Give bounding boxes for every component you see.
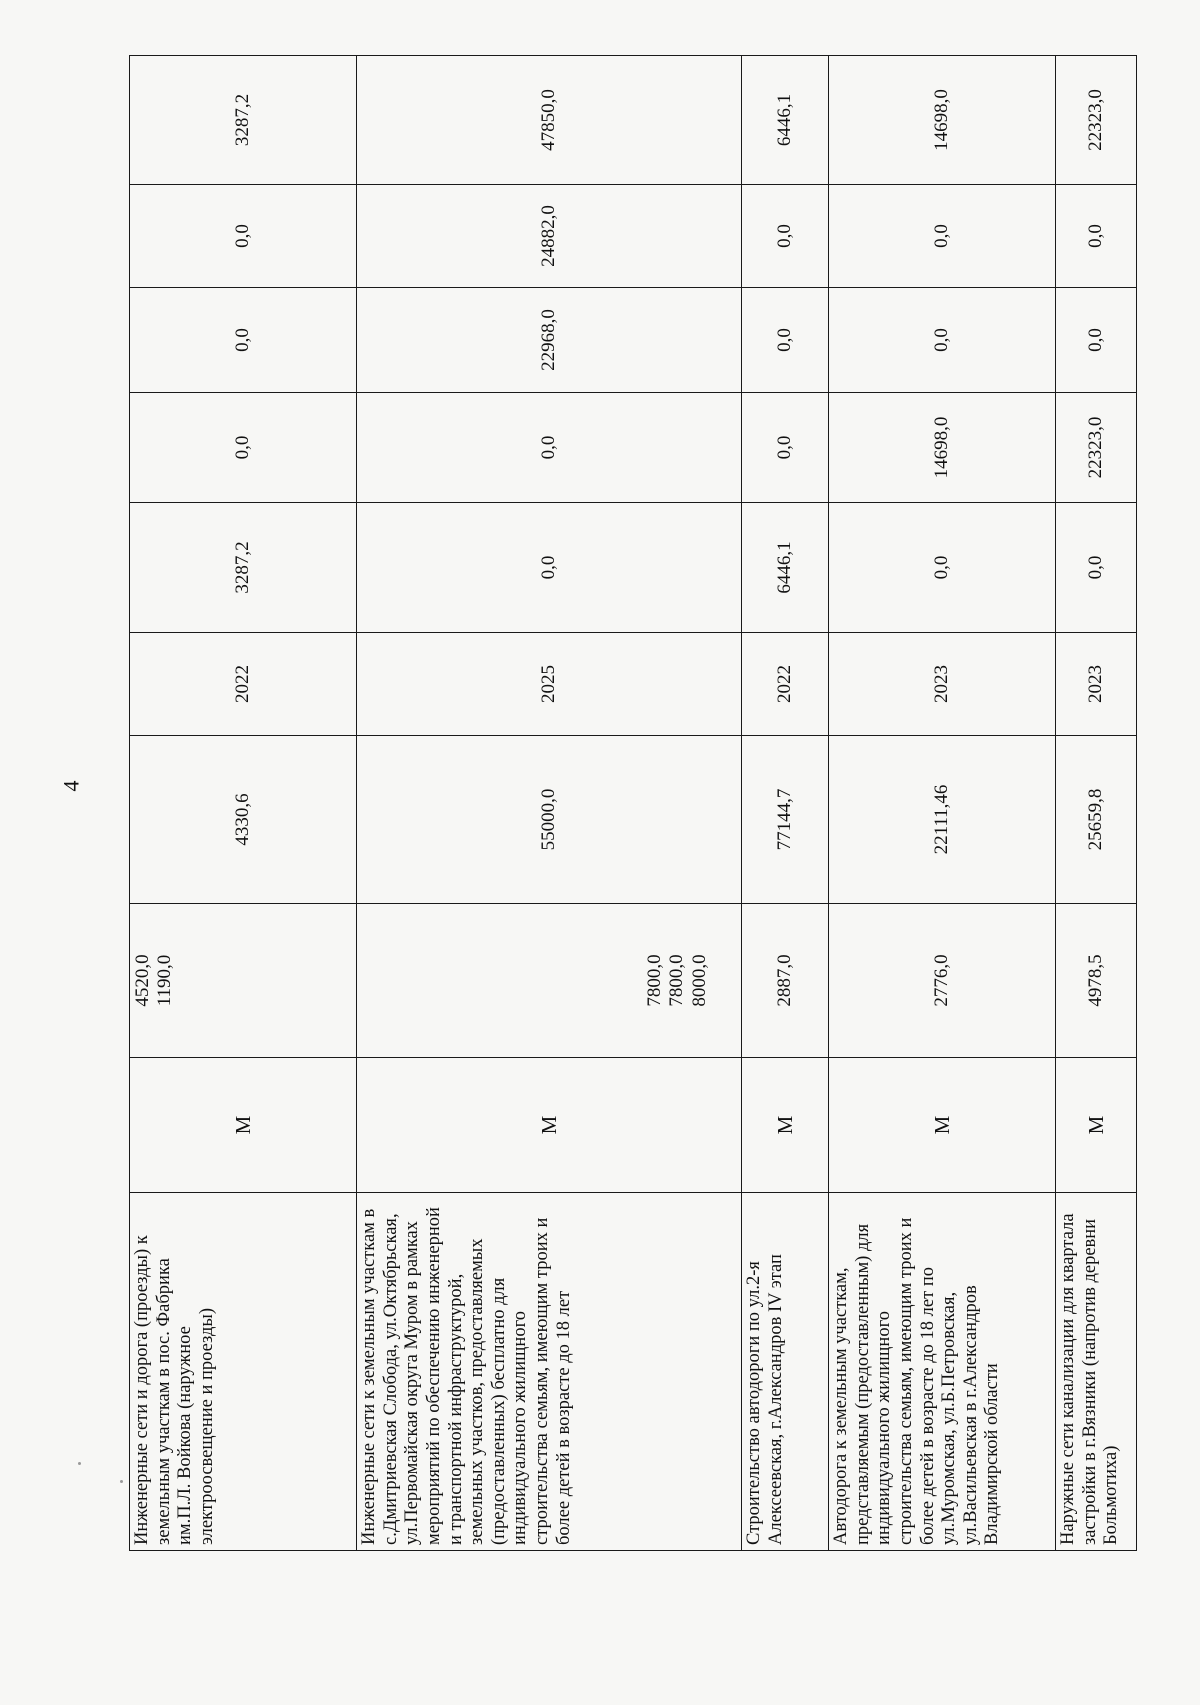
completion-year-cell: 2023 — [1056, 633, 1137, 736]
length-value: 1190,0 — [154, 954, 176, 1007]
estimated-cost-cell: 25659,8 — [1056, 736, 1137, 904]
length-cell — [130, 904, 357, 1058]
funding-2022-cell: 3287,2 — [130, 503, 357, 633]
funding-2024-cell: 0,0 — [829, 288, 1056, 393]
scan-speck — [120, 1480, 123, 1483]
funding-total-cell: 47850,0 — [357, 56, 742, 185]
object-name-cell: Инженерные сети и дорога (проезды) к земельным участкам в пос. Фабрика им.П.Л. Войкова (наружное электроосвещение и проезды) — [130, 1193, 357, 1551]
funding-total-cell: 14698,0 — [829, 56, 1056, 185]
length-value: 4520,0 — [132, 954, 153, 1007]
length-value: 7800,0 — [643, 954, 665, 1007]
completion-year-cell: 2022 — [742, 633, 829, 736]
table-row — [829, 56, 1056, 1551]
object-name-cell: Наружные сети канализации для квартала застройки в г.Вязники (напротив деревни Больмотиха) — [1056, 1193, 1137, 1551]
ownership-type-cell: М — [357, 1058, 742, 1193]
completion-year-cell: 2022 — [130, 633, 357, 736]
length-value: 2776,0 — [930, 954, 952, 1007]
funding-2022-cell: 6446,1 — [742, 503, 829, 633]
funding-2025-cell: 0,0 — [130, 185, 357, 288]
length-cell — [1056, 904, 1137, 1058]
funding-2025-cell: 0,0 — [829, 185, 1056, 288]
estimated-cost-cell: 22111,46 — [829, 736, 1056, 904]
funding-2024-cell: 0,0 — [130, 288, 357, 393]
completion-year-cell: 2025 — [357, 633, 742, 736]
length-cell — [742, 904, 829, 1058]
funding-2025-cell: 24882,0 — [357, 185, 742, 288]
ownership-type-cell: М — [829, 1058, 1056, 1193]
funding-2024-cell: 0,0 — [742, 288, 829, 393]
funding-2023-cell: 0,0 — [130, 393, 357, 503]
completion-year-cell: 2023 — [829, 633, 1056, 736]
table-row — [1056, 56, 1137, 1551]
object-name-cell: Инженерные сети к земельным участкам в с.Дмитриевская Слобода, ул.Октябрьская, ул.Первомайская округа Муром в рамках мероприятий по обеспечению инженерной и транспортной инфраструктурой, земельных участков, предоставляемых (предоставленных) бесплатно для индивидуального жилищного строительства семьям, имеющим троих и более детей в возрасте до 18 лет — [357, 1193, 742, 1551]
scan-speck — [78, 1462, 81, 1465]
objects-table — [129, 55, 1137, 1551]
funding-2023-cell: 0,0 — [357, 393, 742, 503]
estimated-cost-cell: 4330,6 — [130, 736, 357, 904]
object-name-cell: Автодорога к земельным участкам, представляемым (предоставленным) для индивидуального жилищного строительства семьям, имеющим троих и более детей в возрасте до 18 лет по ул.Муромская, ул.Б.Петровская, ул.Васильевская в г.Александров Владимирской области — [829, 1193, 1056, 1551]
table-row — [742, 56, 829, 1551]
length-cell — [357, 904, 742, 1058]
page-number: 4 — [58, 780, 84, 792]
table-row — [357, 56, 742, 1551]
table-row — [130, 56, 357, 1551]
funding-2023-cell: 0,0 — [742, 393, 829, 503]
ownership-type-cell: М — [742, 1058, 829, 1193]
length-value: 2887,0 — [773, 954, 795, 1007]
funding-2024-cell: 0,0 — [1056, 288, 1137, 393]
funding-2022-cell: 0,0 — [829, 503, 1056, 633]
funding-2025-cell: 0,0 — [1056, 185, 1137, 288]
funding-2022-cell: 0,0 — [357, 503, 742, 633]
object-name-cell: Строительство автодороги по ул.2-я Алексеевская, г.Александров IV этап — [742, 1193, 829, 1551]
ownership-type-cell: М — [130, 1058, 357, 1193]
estimated-cost-cell: 55000,0 — [357, 736, 742, 904]
funding-total-cell: 22323,0 — [1056, 56, 1137, 185]
funding-2023-cell: 14698,0 — [829, 393, 1056, 503]
funding-2022-cell: 0,0 — [1056, 503, 1137, 633]
rotated-table-container — [129, 56, 1122, 1551]
length-value: 4978,5 — [1084, 954, 1106, 1007]
funding-2023-cell: 22323,0 — [1056, 393, 1137, 503]
funding-total-cell: 6446,1 — [742, 56, 829, 185]
funding-total-cell: 3287,2 — [130, 56, 357, 185]
length-value: 7800,0 — [666, 954, 688, 1007]
estimated-cost-cell: 77144,7 — [742, 736, 829, 904]
ownership-type-cell: М — [1056, 1058, 1137, 1193]
funding-2024-cell: 22968,0 — [357, 288, 742, 393]
length-value: 8000,0 — [688, 954, 710, 1007]
funding-2025-cell: 0,0 — [742, 185, 829, 288]
length-cell — [829, 904, 1056, 1058]
